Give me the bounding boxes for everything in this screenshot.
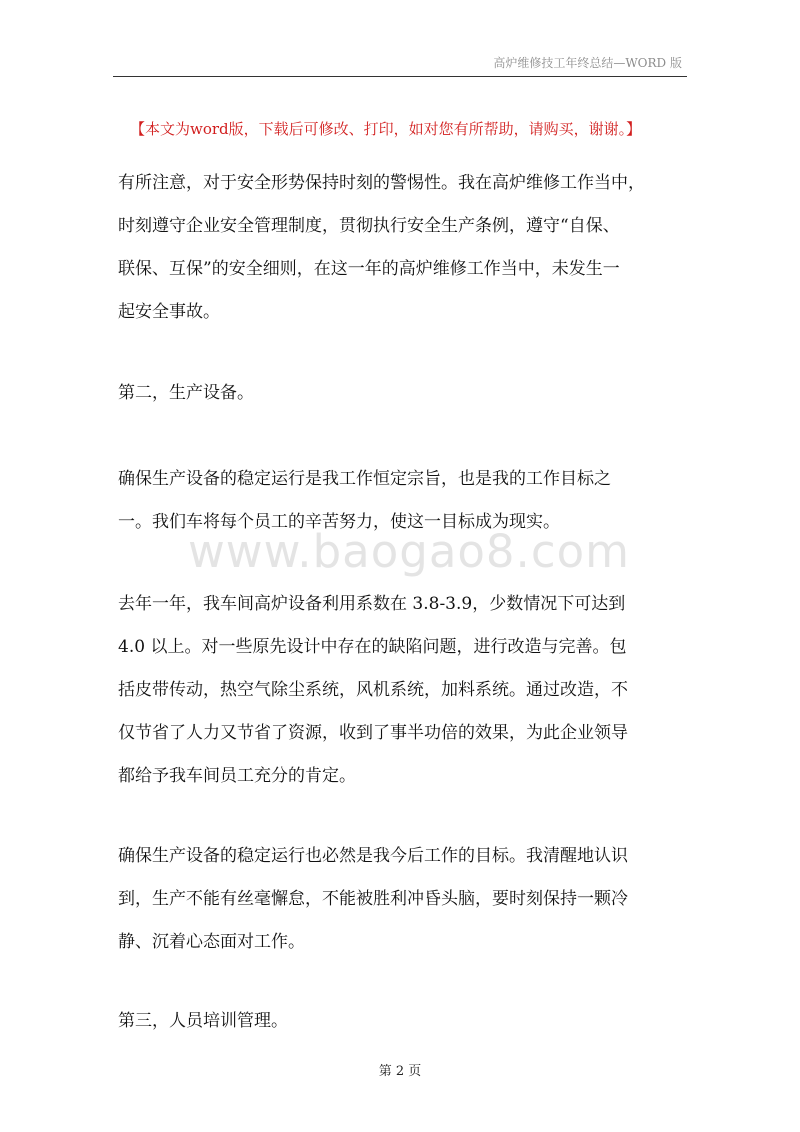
header-title: 高炉维修技工年终总结—WORD 版 (493, 56, 682, 70)
page-number: 第 2 页 (378, 1064, 422, 1079)
text-line: 仅节省了人力又节省了资源，收到了事半功倍的效果，为此企业领导 (118, 723, 628, 743)
paragraph-safety (118, 162, 684, 334)
purchase-notice: 【本文为word版，下载后可修改、打印，如对您有所帮助，请购买，谢谢。】 (130, 120, 642, 138)
text-line: 都给予我车间员工充分的肯定。 (118, 766, 356, 786)
text-line: 括皮带传动，热空气除尘系统，风机系统，加料系统。通过改造，不 (118, 680, 628, 700)
text-line: 第二，生产设备。 (118, 383, 254, 403)
text-line: 静、沉着心态面对工作。 (118, 932, 305, 952)
text-line: 到，生产不能有丝毫懈怠，不能被胜利冲昏头脑，要时刻保持一颗冷 (118, 889, 628, 909)
text-line: 有所注意，对于安全形势保持时刻的警惕性。我在高炉维修工作当中， (118, 173, 645, 193)
text-line: 确保生产设备的稳定运行也必然是我今后工作的目标。我清醒地认识 (118, 846, 628, 866)
text-line: 确保生产设备的稳定运行是我工作恒定宗旨，也是我的工作目标之 (118, 469, 611, 489)
text-line: 一。我们车将每个员工的辛苦努力，使这一目标成为现实。 (118, 512, 560, 532)
text-line: 去年一年，我车间高炉设备利用系数在 3.8-3.9，少数情况下可达到 (118, 594, 626, 614)
paragraph-equipment-results (118, 583, 684, 798)
watermark: www.baogao8.com (188, 525, 630, 578)
text-line: 起安全事故。 (118, 302, 220, 322)
paragraph-equipment-goal (118, 458, 684, 544)
section-heading-equipment (118, 372, 684, 415)
section-heading-training (118, 1000, 684, 1043)
text-line: 联保、互保”的安全细则，在这一年的高炉维修工作当中，未发生一 (118, 259, 620, 279)
paragraph-future-goal (118, 835, 684, 964)
text-line: 第三，人员培训管理。 (118, 1011, 288, 1031)
text-line: 时刻遵守企业安全管理制度，贯彻执行安全生产条例，遵守“自保、 (118, 216, 620, 236)
text-line: 4.0 以上。对一些原先设计中存在的缺陷问题，进行改造与完善。包 (118, 637, 627, 657)
header-rule (113, 76, 687, 77)
